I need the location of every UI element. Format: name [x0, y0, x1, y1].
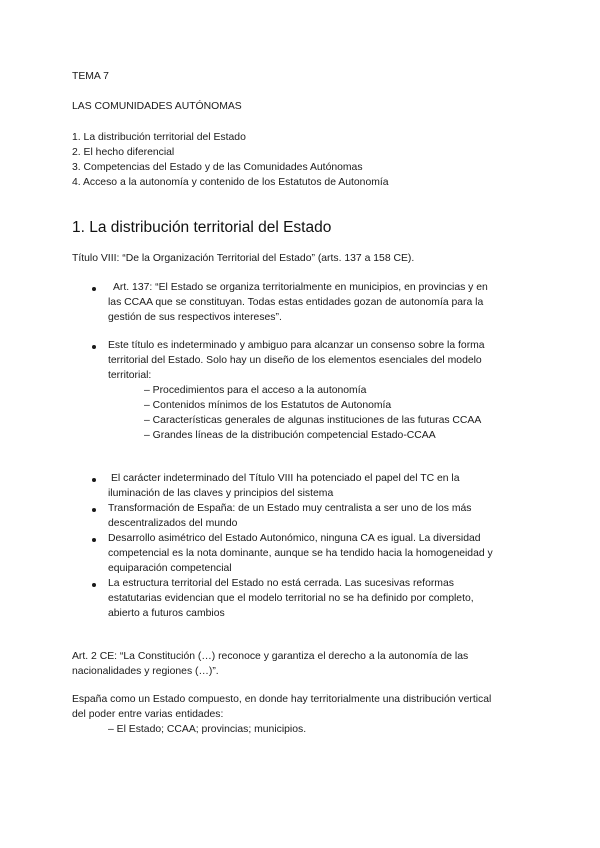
dash-item: – Características generales de algunas instituciones de las futuras CCAA	[144, 415, 482, 426]
toc-item: 1. La distribución territorial del Estado	[72, 132, 246, 143]
bullet-icon	[92, 508, 96, 512]
text-line: iluminación de las claves y principios del sistema	[108, 488, 334, 499]
text-line: La estructura territorial del Estado no está cerrada. Las sucesivas reformas	[108, 578, 454, 589]
text-line: nacionalidades y regiones (…)”.	[72, 666, 219, 677]
dash-item: – Contenidos mínimos de los Estatutos de Autonomía	[144, 400, 392, 411]
titulo-viii-paragraph: Título VIII: “De la Organización Territorial del Estado” (arts. 137 a 158 CE).	[72, 253, 415, 264]
text-line: equiparación competencial	[108, 563, 232, 574]
bullet-icon	[92, 583, 96, 587]
text-line: territorial:	[108, 370, 152, 381]
bullet-icon	[92, 538, 96, 542]
text-line: estatutarias evidencian que el modelo territorial no se ha definido por completo,	[108, 593, 474, 604]
toc-item: 4. Acceso a la autonomía y contenido de los Estatutos de Autonomía	[72, 177, 389, 188]
text-line: Transformación de España: de un Estado muy centralista a ser uno de los más	[108, 503, 472, 514]
bullet-icon	[92, 345, 96, 349]
text-line: descentralizados del mundo	[108, 518, 238, 529]
section-heading: 1. La distribución territorial del Estado	[72, 219, 332, 236]
toc-item: 3. Competencias del Estado y de las Comunidades Autónomas	[72, 162, 363, 173]
entidades-dash-item: – El Estado; CCAA; provincias; municipios.	[108, 724, 307, 735]
bullet-icon	[92, 287, 96, 291]
text-line: Art. 2 CE: “La Constitución (…) reconoce y garantiza el derecho a la autonomía de las	[72, 651, 469, 662]
text-line: del poder entre varias entidades:	[72, 709, 224, 720]
toc-item: 2. El hecho diferencial	[72, 147, 175, 158]
text-line: gestión de sus respectivos intereses”.	[108, 312, 282, 323]
text-line: competencial es la nota dominante, aunque se ha tendido hacia la homogeneidad y	[108, 548, 493, 559]
document-title: LAS COMUNIDADES AUTÓNOMAS	[72, 101, 242, 112]
text-line: Art. 137: “El Estado se organiza territorialmente en municipios, en provincias y en	[113, 282, 488, 293]
text-line: abierto a futuros cambios	[108, 608, 225, 619]
text-line: Este título es indeterminado y ambiguo para alcanzar un consenso sobre la forma	[108, 340, 485, 351]
text-line: El carácter indeterminado del Título VIII ha potenciado el papel del TC en la	[111, 473, 460, 484]
text-line: territorial del Estado. Solo hay un diseño de los elementos esenciales del modelo	[108, 355, 482, 366]
dash-item: – Grandes líneas de la distribución competencial Estado-CCAA	[144, 430, 436, 441]
dash-item: – Procedimientos para el acceso a la autonomía	[144, 385, 367, 396]
text-line: España como un Estado compuesto, en donde hay territorialmente una distribución vertical	[72, 694, 492, 705]
tema-label: TEMA 7	[72, 71, 109, 82]
text-line: las CCAA que se constituyan. Todas estas entidades gozan de autonomía para la	[108, 297, 484, 308]
text-line: Desarrollo asimétrico del Estado Autonómico, ninguna CA es igual. La diversidad	[108, 533, 481, 544]
bullet-icon	[92, 478, 96, 482]
